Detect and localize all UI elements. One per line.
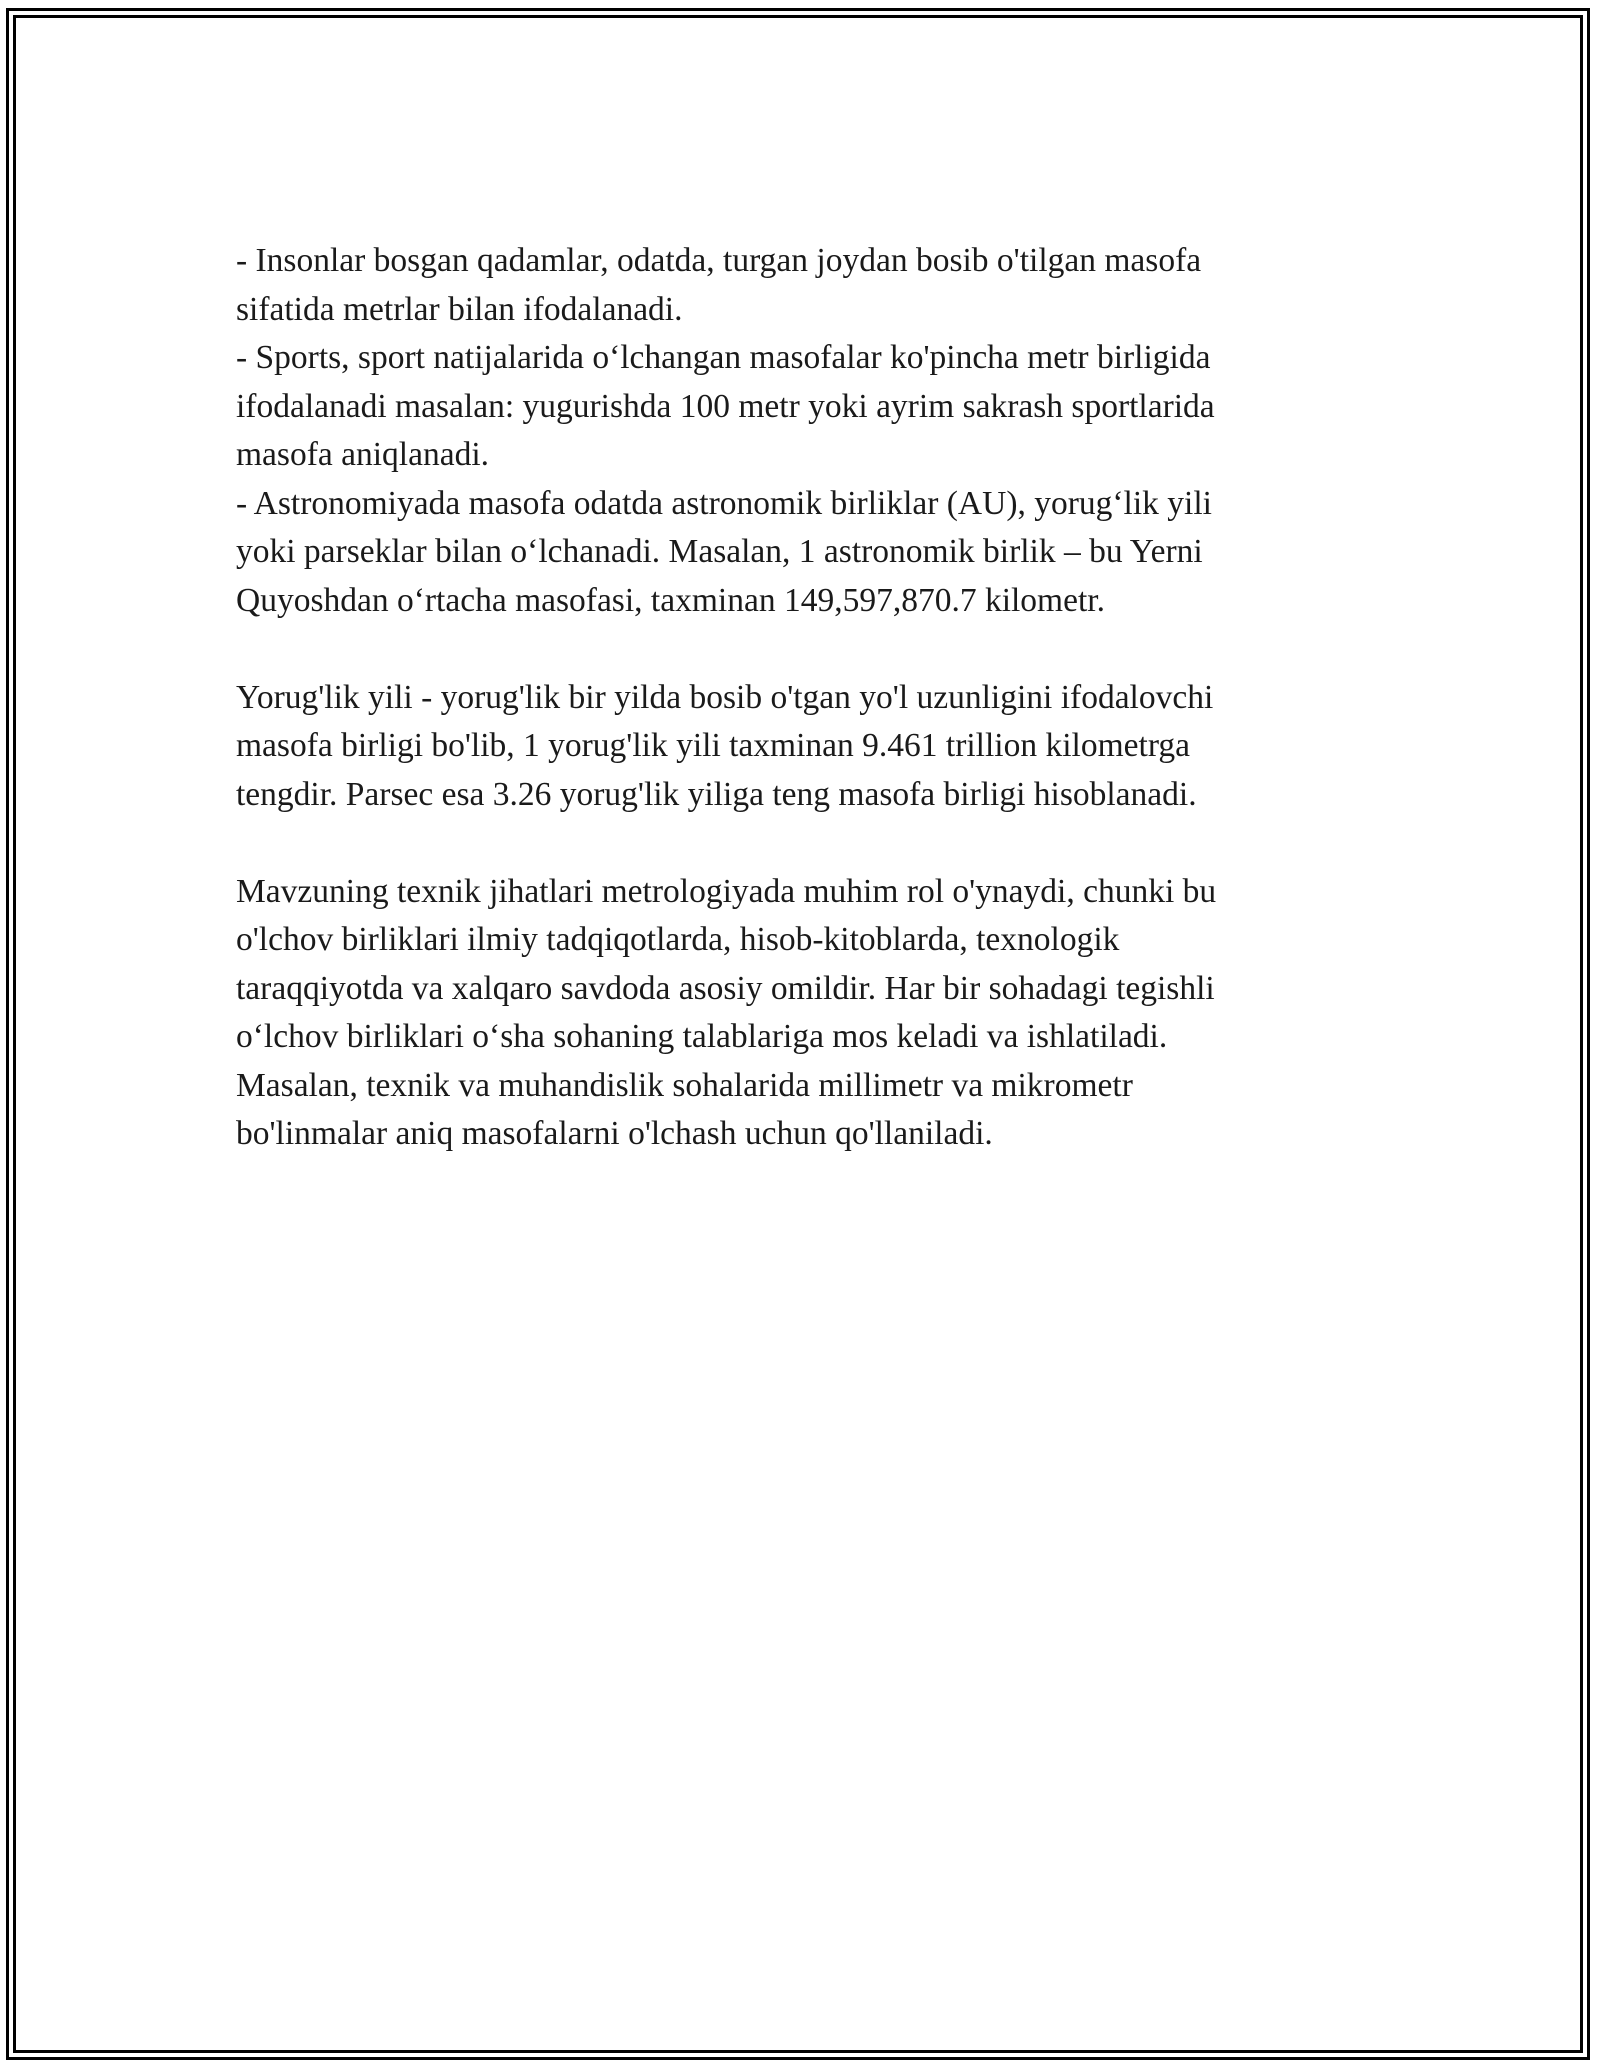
text-line: taraqqiyotda va xalqaro savdoda asosiy omildir. Har bir sohadagi tegishli [236,969,1215,1007]
text-line: Quyoshdan o‘rtacha masofasi, taxminan 149,597,870.7 kilometr. [236,581,1105,619]
text-line: o'lchov birliklari ilmiy tadqiqotlarda, hisob-kitoblarda, texnologik [236,921,1120,958]
paragraph-spacer [236,819,1346,868]
text-line: bo'linmalar aniq masofalarni o'lchash uchun qo'llaniladi. [236,1115,993,1152]
text-line: - Sports, sport natijalarida o‘lchangan masofalar ko'pincha metr birligida [236,339,1211,376]
text-line: Yorug'lik yili - yorug'lik bir yilda bosib o'tgan yo'l uzunligini ifodalovchi [236,678,1214,716]
paragraph-spacer [236,625,1346,674]
text-line: Masalan, texnik va muhandislik sohalarida millimetr va mikrometr [236,1066,1133,1104]
text-line: ifodalanadi masalan: yugurishda 100 metr yoki ayrim sakrash sportlarida [236,387,1215,425]
paragraph-metrology [236,868,1346,1159]
text-line: yoki parseklar bilan o‘lchanadi. Masalan, 1 astronomik birlik – bu Yerni [236,533,1203,570]
text-line: masofa birligi bo'lib, 1 yorug'lik yili taxminan 9.461 trillion kilometrga [236,727,1190,764]
text-line: - Insonlar bosgan qadamlar, odatda, turgan joydan bosib o'tilgan masofa [236,242,1202,279]
text-line: - Astronomiyada masofa odatda astronomik birliklar (AU), yorug‘lik yili [236,484,1212,522]
text-line: o‘lchov birliklari o‘sha sohaning talablariga mos keladi va ishlatiladi. [236,1018,1168,1055]
text-line: sifatida metrlar bilan ifodalanadi. [236,290,683,328]
paragraph-light-year [236,674,1346,820]
document-body [236,237,1346,1159]
text-line: masofa aniqlanadi. [236,436,490,473]
paragraph-distance-examples [236,237,1346,625]
text-line: tengdir. Parsec esa 3.26 yorug'lik yiliga teng masofa birligi hisoblanadi. [236,775,1197,813]
text-line: Mavzuning texnik jihatlari metrologiyada muhim rol o'ynaydi, chunki bu [236,872,1217,910]
